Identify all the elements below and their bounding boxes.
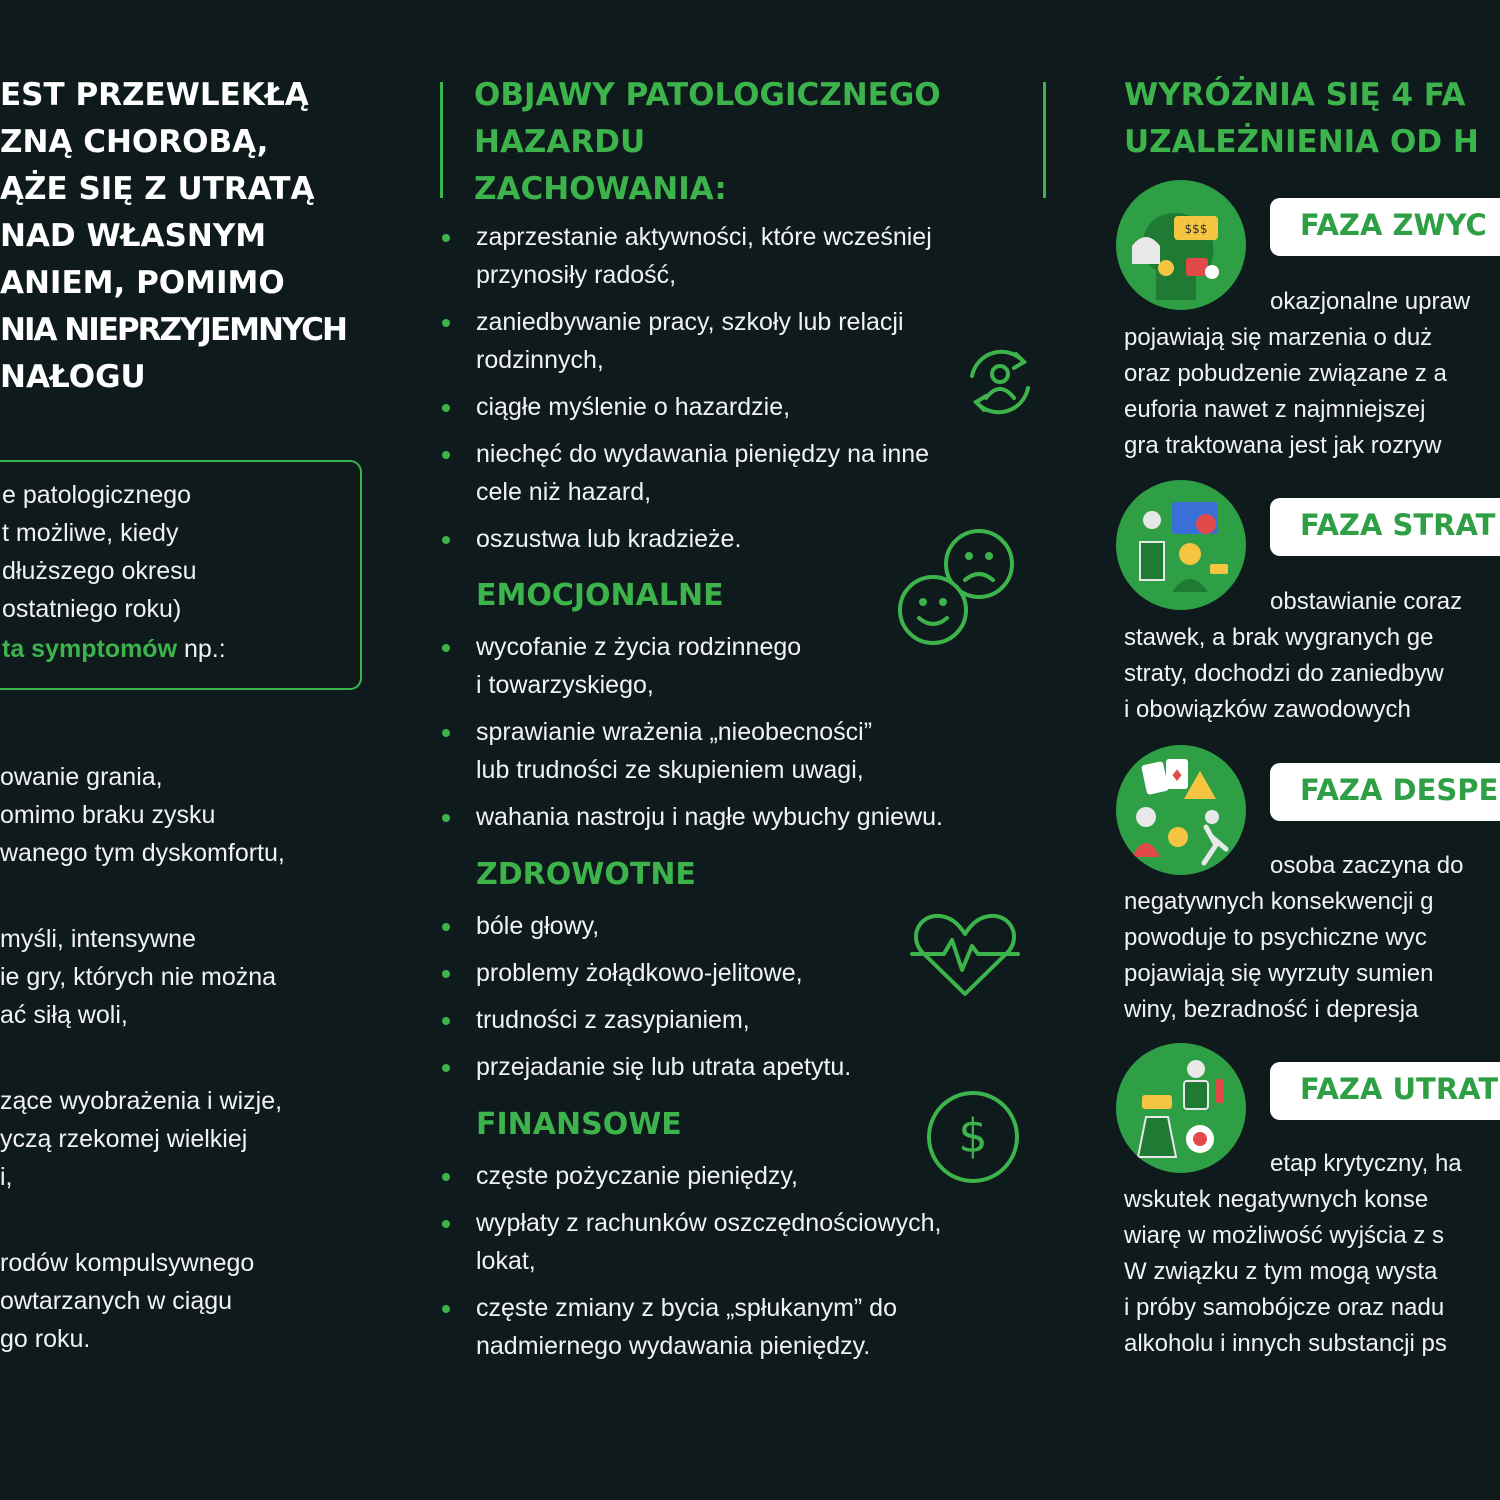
phase-3-label-text: FAZA DESPE bbox=[1300, 773, 1499, 807]
item-line: przejadanie się lub utrata apetytu. bbox=[476, 1053, 852, 1081]
list-item bbox=[442, 388, 1042, 426]
item-line: bóle głowy, bbox=[476, 912, 600, 940]
item-line: zaprzestanie aktywności, które wcześniej bbox=[476, 223, 932, 251]
left-para-line: owanie grania, bbox=[0, 763, 163, 791]
box-line: dłuższego okresu bbox=[2, 557, 197, 585]
item-line: nadmiernego wydawania pieniędzy. bbox=[476, 1332, 871, 1360]
left-paragraph-3 bbox=[0, 1082, 380, 1196]
phase-2-label bbox=[1270, 498, 1500, 556]
left-para-line: go roku. bbox=[0, 1325, 91, 1353]
symptoms-title-line: HAZARDU bbox=[474, 124, 646, 160]
phase-line: gra traktowana jest jak rozryw bbox=[1124, 432, 1442, 459]
bullet-icon bbox=[442, 404, 450, 412]
left-para-line: rodów kompulsywnego bbox=[0, 1249, 255, 1277]
box-tail-text: np.: bbox=[177, 635, 226, 663]
middle-divider-left bbox=[440, 82, 443, 198]
phase-3-text bbox=[1124, 848, 1463, 1028]
box-accent-text: ta symptomów bbox=[2, 635, 178, 663]
dollar-icon bbox=[924, 1088, 1022, 1186]
sad-happy-faces-icon bbox=[895, 526, 1019, 650]
bullet-icon bbox=[442, 729, 450, 737]
bullet-icon bbox=[442, 1305, 450, 1313]
left-heading-line: NAD WŁASNYM bbox=[0, 218, 267, 254]
phase-2-text bbox=[1124, 584, 1462, 728]
item-line: ciągłe myślenie o hazardzie, bbox=[476, 393, 791, 421]
bullet-icon bbox=[442, 644, 450, 652]
item-line: częste zmiany z bycia „spłukanym” do bbox=[476, 1294, 897, 1322]
item-line: przynosiły radość, bbox=[476, 261, 677, 289]
left-para-line: ać siłą woli, bbox=[0, 1001, 128, 1029]
left-para-line: ie gry, których nie można bbox=[0, 963, 277, 991]
phase-line: obstawianie coraz bbox=[1270, 588, 1463, 615]
phase-line: wiarę w możliwość wyjścia z s bbox=[1124, 1222, 1445, 1249]
symptoms-title-line: OBJAWY PATOLOGICZNEGO bbox=[474, 77, 941, 113]
list-item bbox=[442, 1289, 1042, 1365]
phase-line: i próby samobójcze oraz nadu bbox=[1124, 1294, 1445, 1321]
item-line: lub trudności ze skupieniem uwagi, bbox=[476, 756, 864, 784]
svg-text:♦: ♦ bbox=[1169, 766, 1185, 785]
phase-2-label-text: FAZA STRAT bbox=[1300, 508, 1496, 542]
item-line: niechęć do wydawania pieniędzy na inne bbox=[476, 440, 930, 468]
phases-title bbox=[1124, 72, 1479, 166]
box-line: ostatniego roku) bbox=[2, 595, 182, 623]
left-paragraph-2 bbox=[0, 920, 380, 1034]
phase-line: straty, dochodzi do zaniedbyw bbox=[1124, 660, 1444, 687]
item-line: lokat, bbox=[476, 1247, 536, 1275]
item-line: wahania nastroju i nagłe wybuchy gniewu. bbox=[476, 803, 943, 831]
left-heading bbox=[0, 72, 346, 401]
person-cycle-icon bbox=[958, 340, 1042, 424]
symptoms-title bbox=[474, 72, 941, 213]
list-item bbox=[442, 303, 1042, 379]
svg-text:$: $ bbox=[958, 1109, 988, 1163]
item-line: wycofanie z życia rodzinnego bbox=[476, 633, 802, 661]
left-para-line: zące wyobrażenia i wizje, bbox=[0, 1087, 283, 1115]
list-item bbox=[442, 1048, 1042, 1086]
list-item bbox=[442, 798, 1042, 836]
phase-line: euforia nawet z najmniejszej bbox=[1124, 396, 1426, 423]
phases-title-line: UZALEŻNIENIA OD H bbox=[1124, 124, 1479, 160]
phase-line: W związku z tym mogą wysta bbox=[1124, 1258, 1438, 1285]
section-behavioral bbox=[442, 218, 1042, 567]
bullet-icon bbox=[442, 234, 450, 242]
diagnosis-info-box bbox=[0, 460, 362, 690]
phase-line: powoduje to psychiczne wyc bbox=[1124, 924, 1427, 951]
section-financial bbox=[442, 1157, 1042, 1374]
phase-4-label bbox=[1270, 1062, 1500, 1120]
phase-line: oraz pobudzenie związane z a bbox=[1124, 360, 1447, 387]
bullet-icon bbox=[442, 1220, 450, 1228]
box-line: e patologicznego bbox=[2, 481, 192, 509]
item-line: częste pożyczanie pieniędzy, bbox=[476, 1162, 798, 1190]
phase-line: negatywnych konsekwencji g bbox=[1124, 888, 1434, 915]
bullet-icon bbox=[442, 1017, 450, 1025]
phases-title-line: WYRÓŻNIA SIĘ 4 FA bbox=[1124, 77, 1466, 113]
left-para-line: i, bbox=[0, 1163, 13, 1191]
phase-3-label bbox=[1270, 763, 1500, 821]
list-item bbox=[442, 713, 1042, 789]
phase-4-label-text: FAZA UTRAT bbox=[1300, 1072, 1499, 1106]
middle-divider-right bbox=[1043, 82, 1046, 198]
item-line: problemy żołądkowo-jelitowe, bbox=[476, 959, 803, 987]
item-line: oszustwa lub kradzieże. bbox=[476, 525, 742, 553]
phase-1-label-text: FAZA ZWYC bbox=[1300, 208, 1487, 242]
list-item bbox=[442, 435, 1042, 511]
list-item bbox=[442, 1001, 1042, 1039]
left-heading-line: ZNĄ CHOROBĄ, bbox=[0, 124, 269, 160]
item-line: zaniedbywanie pracy, szkoły lub relacji bbox=[476, 308, 904, 336]
item-line: sprawianie wrażenia „nieobecności” bbox=[476, 718, 873, 746]
phase-line: okazjonalne upraw bbox=[1270, 288, 1471, 315]
left-heading-line: NIA NIEPRZYJEMNYCH bbox=[0, 312, 346, 348]
bullet-icon bbox=[442, 970, 450, 978]
box-line: t możliwe, kiedy bbox=[2, 519, 179, 547]
left-para-line: wanego tym dyskomfortu, bbox=[0, 839, 285, 867]
item-line: i towarzyskiego, bbox=[476, 671, 654, 699]
left-heading-line: ĄŻE SIĘ Z UTRATĄ bbox=[0, 171, 315, 207]
left-paragraph-4 bbox=[0, 1244, 380, 1358]
bullet-icon bbox=[442, 1173, 450, 1181]
item-line: trudności z zasypianiem, bbox=[476, 1006, 750, 1034]
section-emotional bbox=[442, 628, 1042, 845]
section-title-health: ZDROWOTNE bbox=[476, 857, 696, 892]
phase-line: wskutek negatywnych konse bbox=[1124, 1186, 1429, 1213]
left-paragraph-1 bbox=[0, 758, 380, 872]
phase-1-text bbox=[1124, 284, 1470, 464]
left-para-line: yczą rzekomej wielkiej bbox=[0, 1125, 248, 1153]
left-heading-line: NAŁOGU bbox=[0, 359, 146, 395]
bullet-icon bbox=[442, 1064, 450, 1072]
phase-line: alkoholu i innych substancji ps bbox=[1124, 1330, 1447, 1357]
list-item bbox=[442, 1204, 1042, 1280]
phase-line: pojawiają się marzenia o duż bbox=[1124, 324, 1433, 351]
left-heading-line: ANIEM, POMIMO bbox=[0, 265, 285, 301]
phase-line: stawek, a brak wygranych ge bbox=[1124, 624, 1434, 651]
phase-4-text bbox=[1124, 1146, 1462, 1362]
phase-1-label bbox=[1270, 198, 1500, 256]
bullet-icon bbox=[442, 814, 450, 822]
bullet-icon bbox=[442, 451, 450, 459]
section-title-behavioral: ZACHOWANIA: bbox=[474, 171, 727, 207]
item-line: cele niż hazard, bbox=[476, 478, 652, 506]
bullet-icon bbox=[442, 923, 450, 931]
phase-line: i obowiązków zawodowych bbox=[1124, 696, 1411, 723]
left-para-line: owtarzanych w ciągu bbox=[0, 1287, 233, 1315]
left-para-line: omimo braku zysku bbox=[0, 801, 216, 829]
item-line: rodzinnych, bbox=[476, 346, 604, 374]
left-heading-line: EST PRZEWLEKŁĄ bbox=[0, 77, 309, 113]
left-para-line: myśli, intensywne bbox=[0, 925, 196, 953]
phase-line: pojawiają się wyrzuty sumien bbox=[1124, 960, 1434, 987]
phase-line: osoba zaczyna do bbox=[1270, 852, 1464, 879]
box-line bbox=[2, 630, 360, 668]
phase-line: winy, bezradność i depresja bbox=[1124, 996, 1419, 1023]
svg-text:$$$: $$$ bbox=[1184, 222, 1208, 236]
section-title-financial: FINANSOWE bbox=[476, 1107, 682, 1142]
item-line: wypłaty z rachunków oszczędnościowych, bbox=[476, 1209, 942, 1237]
heartbeat-icon bbox=[910, 910, 1020, 1002]
phase-line: etap krytyczny, ha bbox=[1270, 1150, 1462, 1177]
list-item bbox=[442, 218, 1042, 294]
bullet-icon bbox=[442, 536, 450, 544]
section-title-emotional: EMOCJONALNE bbox=[476, 578, 724, 613]
bullet-icon bbox=[442, 319, 450, 327]
